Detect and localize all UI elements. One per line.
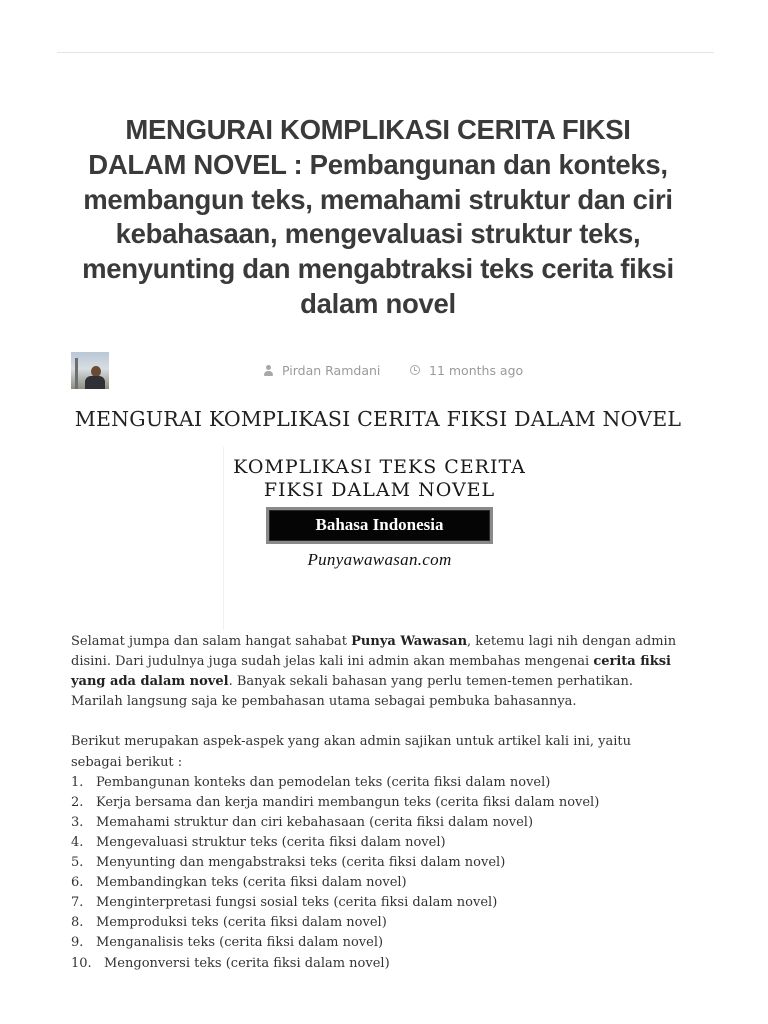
author-avatar[interactable]	[71, 352, 109, 389]
post-author[interactable]	[264, 361, 380, 379]
banner-title-line-2: FIKSI DALAM NOVEL	[263, 479, 496, 501]
list-item	[71, 873, 683, 893]
list-item-text: Mengevaluasi struktur teks (cerita fiksi dalam novel)	[96, 834, 446, 850]
article-body	[71, 632, 683, 974]
list-item-text: Pembangunan konteks dan pemodelan teks (cerita fiksi dalam novel)	[96, 774, 551, 790]
list-item-text: Kerja bersama dan kerja mandiri membangun teks (cerita fiksi dalam novel)	[96, 794, 600, 810]
list-item	[71, 954, 683, 974]
aspects-list	[71, 773, 683, 974]
list-item-text: Menyunting dan mengabstraksi teks (cerita fiksi dalam novel)	[96, 855, 506, 871]
list-item-number: 7.	[71, 895, 84, 911]
post-date	[410, 361, 523, 379]
clock-icon	[410, 365, 420, 375]
banner-badge	[266, 507, 493, 544]
banner-badge-label: Bahasa Indonesia	[269, 510, 490, 541]
list-item-number: 6.	[71, 875, 84, 891]
article-banner-image	[223, 447, 535, 630]
avatar-person-body	[85, 376, 105, 389]
list-item-text: Memahami struktur dan ciri kebahasaan (cerita fiksi dalam novel)	[96, 814, 534, 830]
intro-bold-brand: Punya Wawasan	[351, 634, 468, 649]
list-item	[71, 813, 683, 833]
post-title: MENGURAI KOMPLIKASI CERITA FIKSI DALAM NOVEL : Pembangunan dan konteks, membangun teks, memahami struktur dan ciri kebahasaan, mengevaluasi struktur teks, menyunting dan mengabtraksi teks cerita fiksi dalam novel	[82, 114, 674, 319]
list-item-number: 5.	[71, 855, 84, 871]
avatar-background-pole	[75, 358, 78, 389]
list-item	[71, 833, 683, 853]
banner-title-line-1: KOMPLIKASI TEKS CERITA	[233, 456, 526, 478]
aspects-intro: Berikut merupakan aspek-aspek yang akan admin sajikan untuk artikel kali ini, yaitu sebagai berikut :	[71, 734, 632, 770]
intro-text-1: Selamat jumpa dan salam hangat sahabat	[71, 634, 352, 649]
banner-site-name: Punyawawasan.com	[307, 550, 452, 569]
top-divider	[57, 52, 714, 53]
list-item-text: Mengonversi teks (cerita fiksi dalam novel)	[104, 955, 390, 971]
list-item	[71, 913, 683, 933]
intro-text-2: , ketemu lagi nih dengan admin disini. Dari judulnya juga sudah jelas kali ini admin akan membahas mengenai	[71, 634, 677, 670]
list-item-number: 9.	[71, 935, 84, 951]
list-item-text: Memproduksi teks (cerita fiksi dalam novel)	[96, 915, 387, 931]
list-item-number: 8.	[71, 915, 84, 931]
section-heading: MENGURAI KOMPLIKASI CERITA FIKSI DALAM NOVEL	[74, 407, 682, 431]
intro-bold-topic: cerita fiksi yang ada dalam novel	[71, 654, 671, 690]
list-item	[71, 793, 683, 813]
list-item-text: Membandingkan teks (cerita fiksi dalam novel)	[96, 875, 407, 891]
time-ago: 11 months ago	[429, 362, 524, 378]
intro-paragraph	[71, 632, 683, 712]
list-item	[71, 853, 683, 873]
list-item-number: 10.	[71, 955, 92, 971]
list-item	[71, 893, 683, 913]
intro-text-3: . Banyak sekali bahasan yang perlu temen-temen perhatikan. Marilah langsung saja ke pembahasan utama sebagai pembuka bahasannya.	[71, 674, 633, 710]
author-name[interactable]: Pirdan Ramdani	[282, 362, 381, 378]
paragraph-gap	[71, 712, 683, 732]
user-icon	[264, 365, 273, 376]
list-item	[71, 933, 683, 953]
list-item	[71, 773, 683, 793]
list-item-text: Menginterpretasi fungsi sosial teks (cerita fiksi dalam novel)	[96, 895, 498, 911]
list-item-text: Menganalisis teks (cerita fiksi dalam novel)	[96, 935, 384, 951]
list-item-number: 3.	[71, 814, 84, 830]
list-item-number: 1.	[71, 774, 84, 790]
list-item-number: 4.	[71, 834, 84, 850]
list-item-number: 2.	[71, 794, 84, 810]
